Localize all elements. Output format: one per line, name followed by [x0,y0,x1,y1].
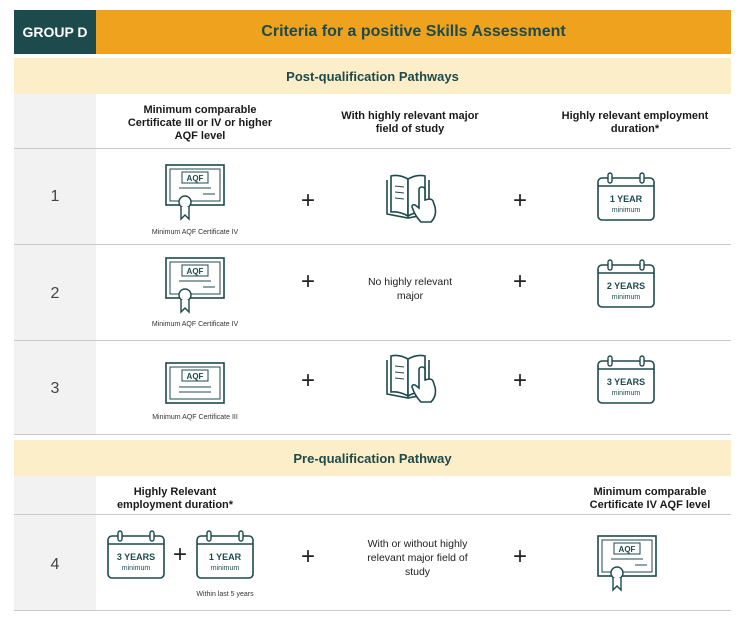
aqf-certificate-icon [165,164,227,222]
row-number-1: 1 [50,188,60,205]
calendar-icon [196,530,254,580]
aqf-icon-text: AQF [186,174,204,183]
calendar-icon [107,530,165,580]
col-header-aqf-level: Minimum comparable Certificate IV AQF level [589,486,711,511]
aqf-icon-text: AQF [186,267,204,276]
no-major-text: No highly relevant major [367,276,453,302]
col-header-major: With highly relevant major field of study [341,110,479,135]
aqf-caption: Minimum AQF Certificate IV [151,321,239,328]
aqf-icon-text: AQF [618,545,636,554]
row-divider [14,340,731,341]
page-title: Criteria for a positive Skills Assessment [96,10,731,54]
row-divider [14,514,731,515]
row-number-2: 2 [50,285,60,302]
aqf-caption: Minimum AQF Certificate IV [151,229,239,236]
plus-sign: + [300,543,315,570]
number-column-pre [14,476,96,611]
open-book-hand-icon [381,170,439,226]
group-label: GROUP D [14,10,96,54]
within-caption: Within last 5 years [196,591,254,598]
calendar-minimum: minimum [611,390,641,397]
plus-sign: + [512,367,527,394]
major-field-text: With or without highly relevant major field of study [367,538,468,578]
calendar-minimum: minimum [611,294,641,301]
plus-sign: + [512,268,527,295]
aqf-icon-text: AQF [186,372,204,381]
col-header-employment: Highly relevant employment duration* [561,110,709,135]
row-number-4: 4 [50,556,60,573]
calendar-minimum: minimum [121,565,151,572]
row-divider [14,244,731,245]
row-divider [14,148,731,149]
plus-sign: + [300,268,315,295]
aqf-certificate-icon [165,362,227,406]
calendar-minimum: minimum [210,565,240,572]
plus-sign: + [172,541,187,568]
row-divider [14,434,731,435]
calendar-icon [597,355,655,405]
calendar-icon [597,172,655,222]
col-header-employment: Highly Relevant employment duration* [116,486,234,511]
plus-sign: + [512,543,527,570]
calendar-minimum: minimum [611,207,641,214]
calendar-years: 3 YEARS [606,377,646,387]
row-number-3: 3 [50,380,60,397]
plus-sign: + [300,187,315,214]
calendar-years: 1 YEAR [609,194,643,204]
pre-qualification-band: Pre-qualification Pathway [14,440,731,476]
aqf-certificate-icon [165,257,227,315]
open-book-hand-icon [381,350,439,406]
aqf-caption: Minimum AQF Certificate III [152,414,238,421]
calendar-years: 1 YEAR [208,552,242,562]
row-divider [14,610,731,611]
col-header-aqf-level: Minimum comparable Certificate III or IV or higher AQF level [127,104,273,142]
calendar-icon [597,259,655,309]
aqf-certificate-icon [597,535,659,593]
calendar-years: 2 YEARS [606,281,646,291]
plus-sign: + [512,187,527,214]
calendar-years: 3 YEARS [116,552,156,562]
post-qualification-band: Post-qualification Pathways [14,58,731,94]
plus-sign: + [300,367,315,394]
